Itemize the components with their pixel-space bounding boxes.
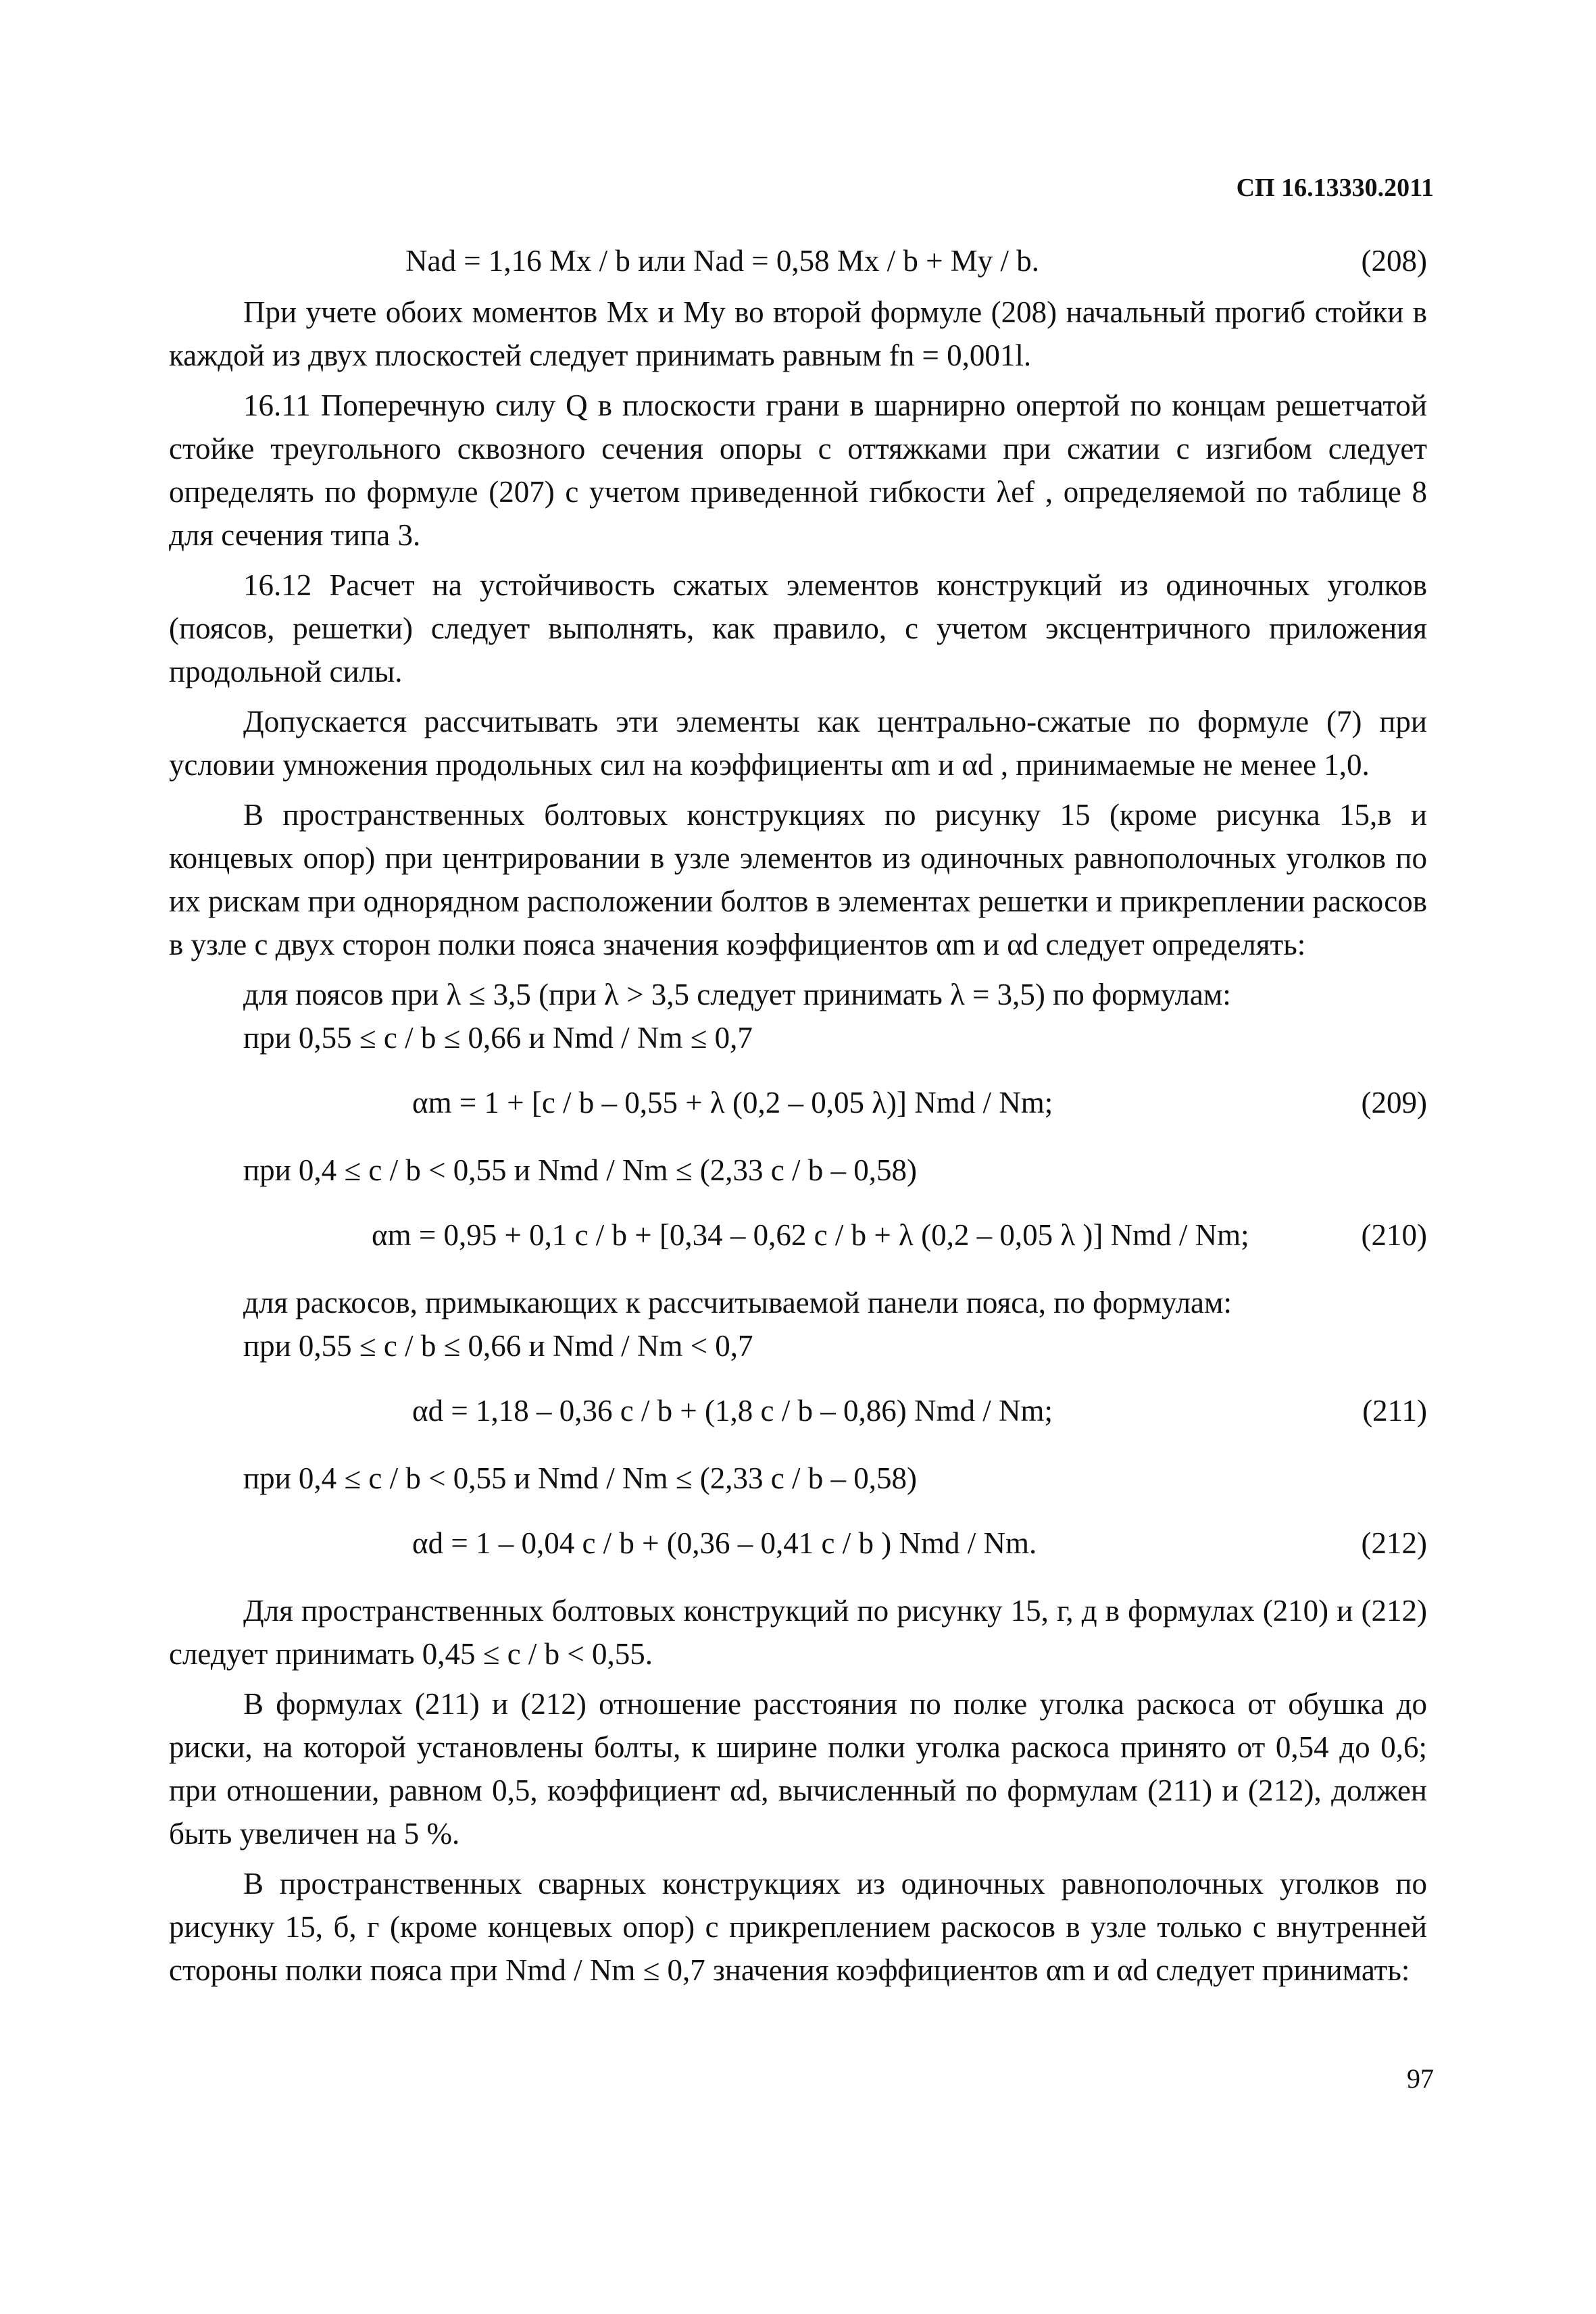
condition-diagonals-range-1: при 0,55 ≤ c / b ≤ 0,66 и Nmd / Nm < 0,7: [243, 1329, 753, 1363]
paragraph-formulas-211-212: В формулах (211) и (212) отношение расстояния по полке уголка раскоса от обушка до риски, на которой установлены болты, к ширине полки уголка раскоса принято от 0,54 до 0,6; при отношении, равном 0,5, коэффициент αd, вычисленный по формулам (211) и (212), должен быть увеличен на 5 %.: [169, 1687, 1427, 1851]
document-body: [169, 230, 1427, 1998]
formula-212-text: αd = 1 – 0,04 c / b + (0,36 – 0,41 c / b ) Nmd / Nm.: [412, 1526, 1037, 1560]
formula-211-text: αd = 1,18 – 0,36 c / b + (1,8 c / b – 0,86) Nmd / Nm;: [412, 1394, 1053, 1428]
condition-chords-range-2: при 0,4 ≤ c / b < 0,55 и Nmd / Nm ≤ (2,33 c / b – 0,58): [243, 1153, 917, 1187]
paragraph-16-12: 16.12 Расчет на устойчивость сжатых элементов конструкций из одиночных уголков (поясов, решетки) следует выполнять, как правило, с учетом эксцентричного приложения продольной силы.: [169, 568, 1427, 688]
condition-chords-range-1: при 0,55 ≤ c / b ≤ 0,66 и Nmd / Nm ≤ 0,7: [243, 1021, 753, 1055]
paragraph-figure-15-gd: Для пространственных болтовых конструкций по рисунку 15, г, д в формулах (210) и (212) следует принимать 0,45 ≤ c / b < 0,55.: [169, 1594, 1427, 1671]
formula-208: [169, 230, 1427, 278]
condition-diagonals-range-2: при 0,4 ≤ c / b < 0,55 и Nmd / Nm ≤ (2,33 c / b – 0,58): [243, 1461, 917, 1495]
paragraph-16-11: 16.11 Поперечную силу Q в плоскости грани в шарнирно опертой по концам решетчатой стойке треугольного сквозного сечения опоры с оттяжками при сжатии с изгибом следует определять по формуле (207) с учетом приведенной гибкости λef , определяемой по таблице 8 для сечения типа 3.: [169, 388, 1427, 552]
formula-211: [169, 1380, 1427, 1444]
formula-210-number: (210): [1361, 1218, 1427, 1252]
formula-209: [169, 1072, 1427, 1136]
formula-212-number: (212): [1361, 1526, 1427, 1560]
paragraph-central-compression: Допускается рассчитывать эти элементы как центрально-сжатые по формуле (7) при условии умножения продольных сил на коэффициенты αm и αd , принимаемые не менее 1,0.: [169, 705, 1427, 782]
paragraph-welded-structures: В пространственных сварных конструкциях из одиночных равнополочных уголков по рисунку 15, б, г (кроме концевых опор) с прикреплением раскосов в узле только с внутренней стороны полки пояса при Nmd / Nm ≤ 0,7 значения коэффициентов αm и αd следует принимать:: [169, 1867, 1427, 1987]
formula-208-number: (208): [1361, 244, 1427, 278]
formula-210-text: αm = 0,95 + 0,1 c / b + [0,34 – 0,62 c / b + λ (0,2 – 0,05 λ )] Nmd / Nm;: [372, 1218, 1249, 1252]
condition-chords: для поясов при λ ≤ 3,5 (при λ > 3,5 следует принимать λ = 3,5) по формулам:: [243, 978, 1231, 1011]
formula-209-text: αm = 1 + [c / b – 0,55 + λ (0,2 – 0,05 λ)] Nmd / Nm;: [412, 1086, 1053, 1120]
condition-diagonals: для раскосов, примыкающих к рассчитываемой панели пояса, по формулам:: [243, 1286, 1232, 1319]
formula-209-number: (209): [1361, 1086, 1427, 1120]
paragraph-bolted-structures: В пространственных болтовых конструкциях по рисунку 15 (кроме рисунка 15,в и концевых опор) при центрировании в узле элементов из одиночных равнополочных уголков по их рискам при однорядном расположении болтов в элементах решетки и прикреплении раскосов в узле с двух сторон полки пояса значения коэффициентов αm и αd следует определять:: [169, 798, 1427, 961]
page-number: 97: [1407, 2063, 1434, 2094]
paragraph-both-moments: При учете обоих моментов Mx и My во второй формуле (208) начальный прогиб стойки в каждой из двух плоскостей следует принимать равным fn = 0,001l.: [169, 295, 1427, 372]
formula-211-number: (211): [1362, 1394, 1427, 1428]
document-code-header: СП 16.13330.2011: [1236, 174, 1434, 202]
formula-212: [169, 1512, 1427, 1577]
formula-210: [169, 1204, 1427, 1269]
formula-208-text: Nad = 1,16 Mx / b или Nad = 0,58 Mx / b + My / b.: [405, 244, 1039, 278]
